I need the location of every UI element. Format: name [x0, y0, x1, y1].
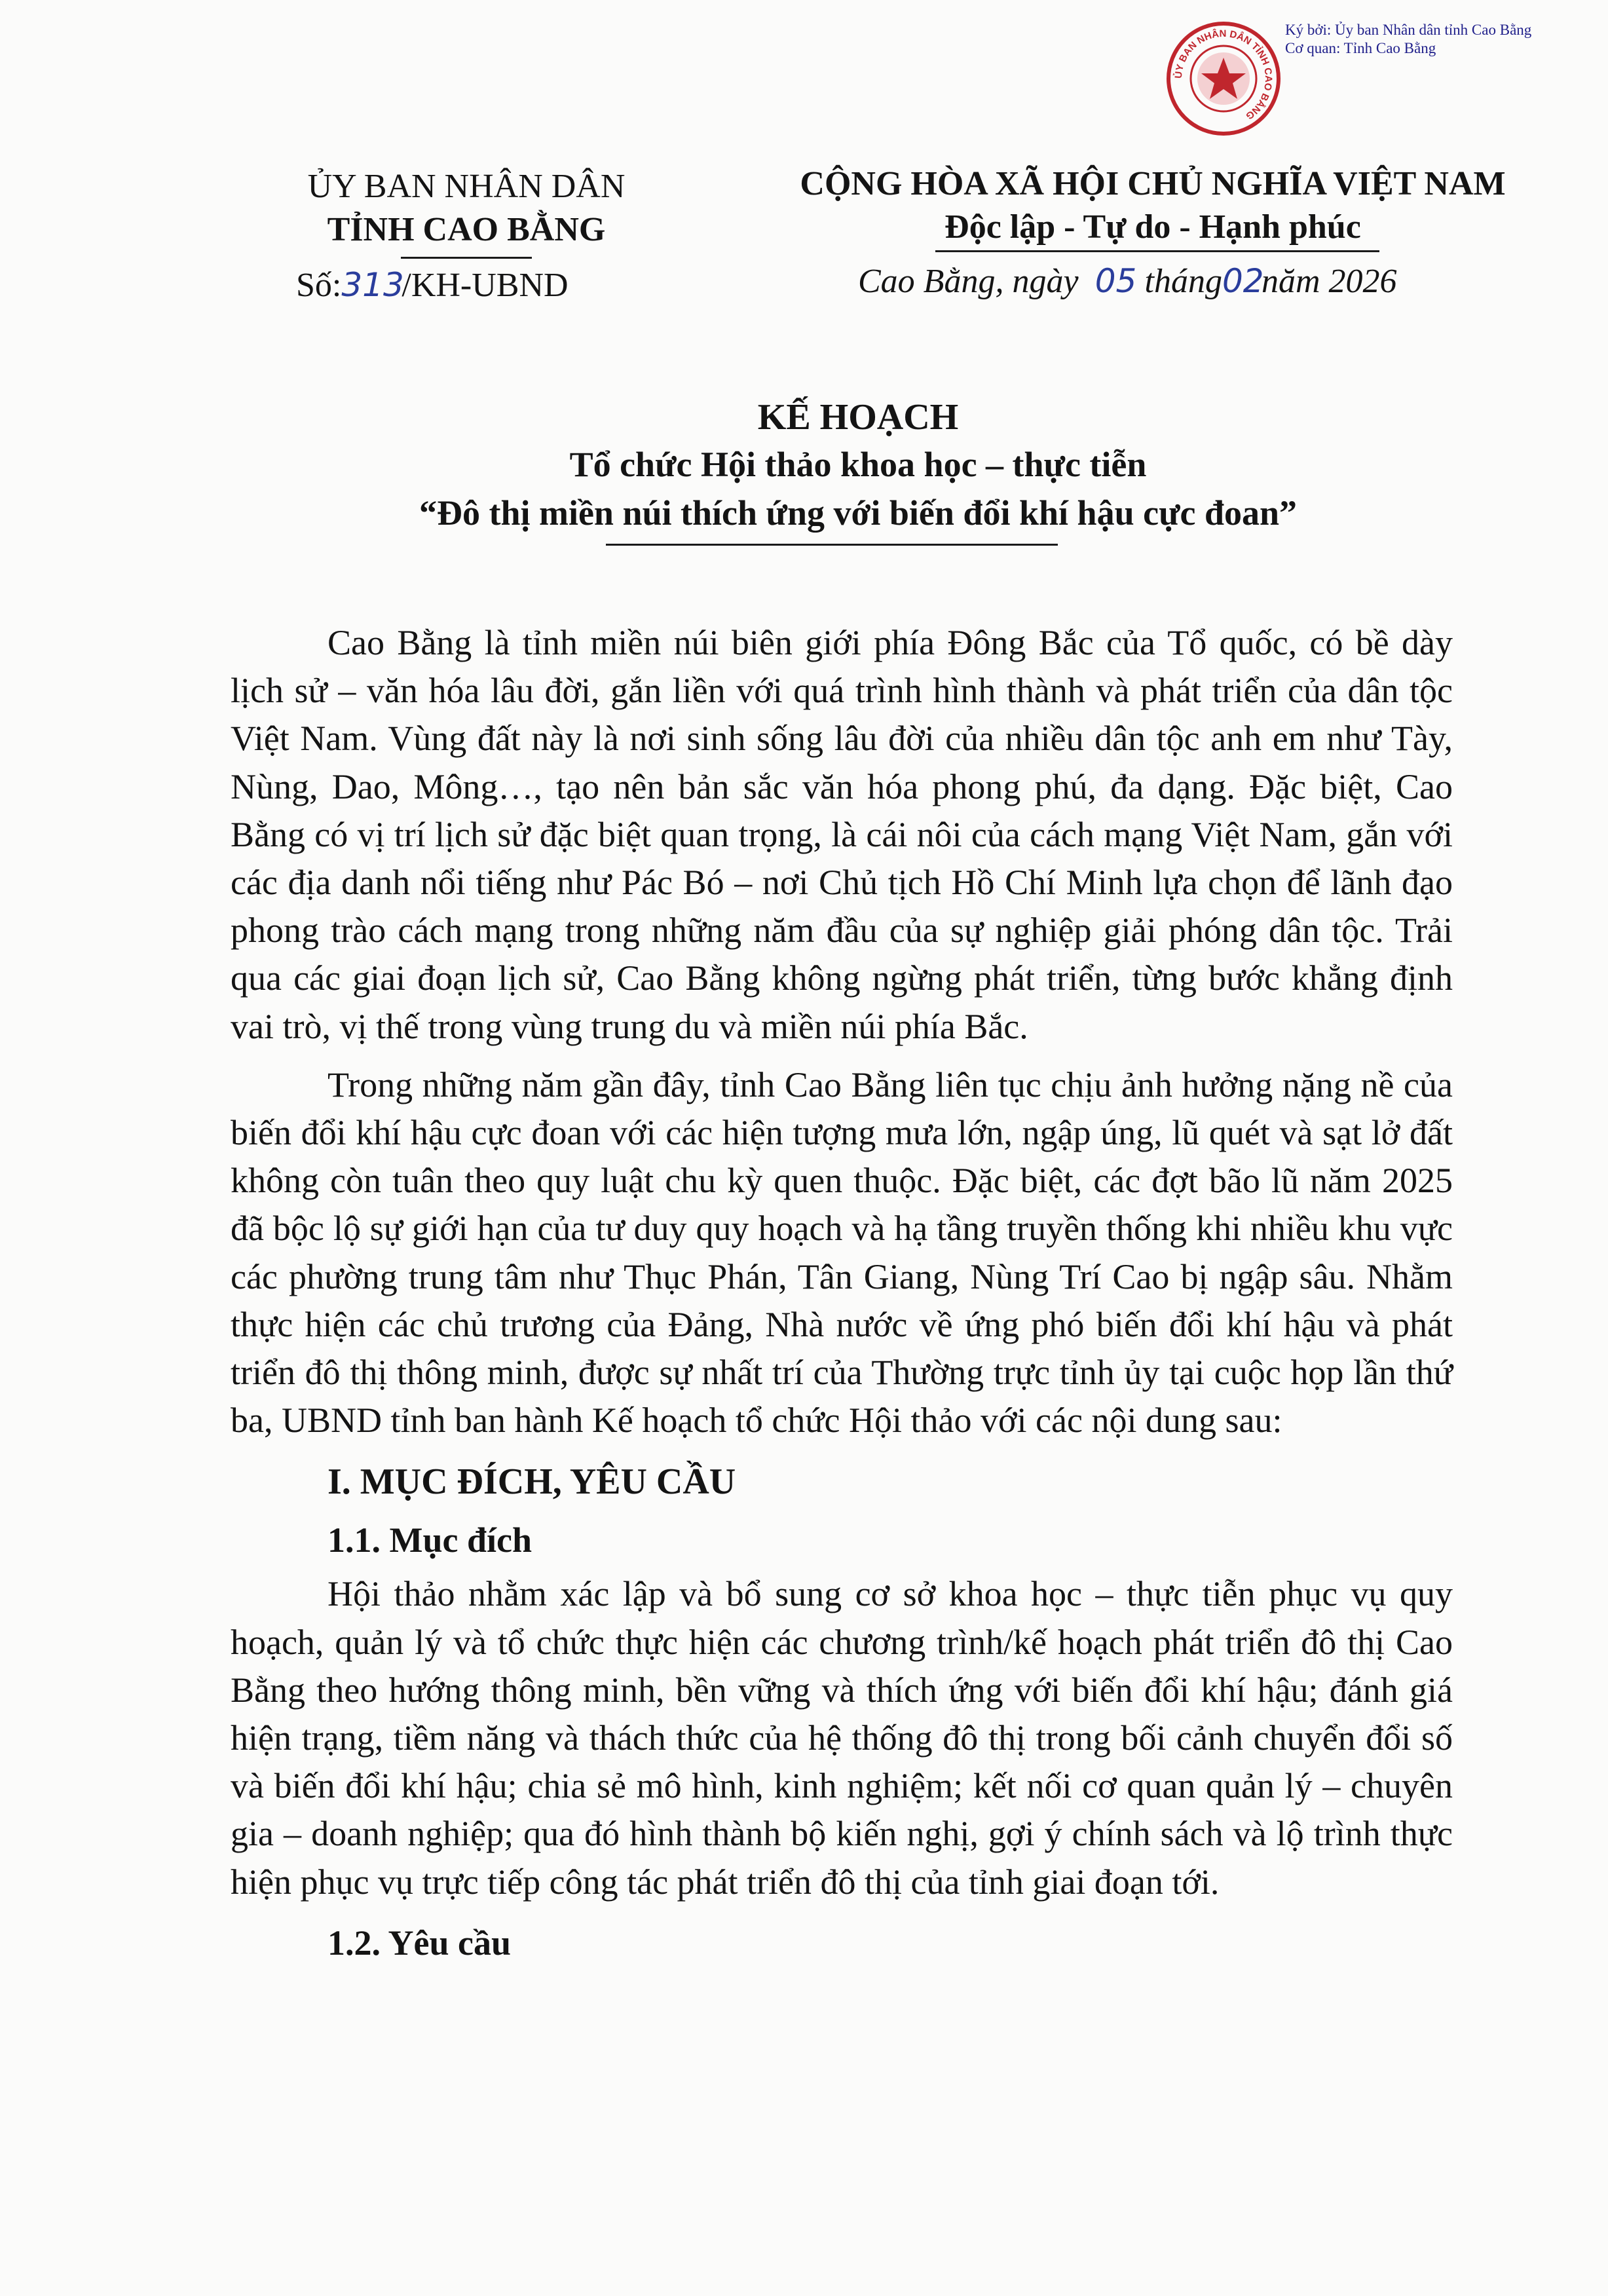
document-number [296, 263, 569, 307]
date-year: năm 2026 [1261, 263, 1397, 300]
purpose-paragraph: Hội thảo nhằm xác lập và bổ sung cơ sở khoa học – thực tiễn phục vụ quy hoạch, quản lý và tổ chức thực hiện các chương trình/kế hoạch phát triển đô thị Cao Bằng theo hướng thông minh, bền vững và thích ứng với biến đổi khí hậu; đánh giá hiện trạng, tiềm năng và thách thức của hệ thống đô thị trong bối cảnh chuyển đổi số và biến đổi khí hậu; chia sẻ mô hình, kinh nghiệm; kết nối cơ quan quản lý – chuyên gia – doanh nghiệp; qua đó hình thành bộ kiến nghị, gợi ý chính sách và lộ trình thực hiện phục vụ trực tiếp công tác phát triển đô thị của tỉnh giai đoạn tới. [231, 1574, 1453, 1902]
seal-text: ỦY BAN NHÂN DÂN TỈNH CAO BẰNG [1172, 28, 1275, 122]
agency-line2: TỈNH CAO BẰNG [327, 211, 606, 248]
subsection-heading-1-2: 1.2. Yêu cầu [327, 1923, 511, 1963]
intro-paragraph: Cao Bằng là tỉnh miền núi biên giới phía Đông Bắc của Tổ quốc, có bề dày lịch sử – văn hóa lâu đời, gắn liền với quá trình hình thành và phát triển của dân tộc Việt Nam. Vùng đất này là nơi sinh sống lâu đời của nhiều dân tộc anh em như Tày, Nùng, Dao, Mông…, tạo nên bản sắc văn hóa phong phú, đa dạng. Đặc biệt, Cao Bằng có vị trí lịch sử đặc biệt quan trọng, là cái nôi của cách mạng Việt Nam, gắn với các địa danh nổi tiếng như Pác Bó – nơi Chủ tịch Hồ Chí Minh lựa chọn để lãnh đạo phong trào cách mạng trong những năm đầu của sự nghiệp giải phóng dân tộc. Trải qua các giai đoạn lịch sử, Cao Bằng không ngừng phát triển, từng bước khẳng định vai trò, vị thế trong vùng trung du và miền núi phía Bắc. [231, 623, 1453, 1046]
date-day: 05 [1094, 262, 1137, 300]
official-seal [1165, 20, 1282, 138]
date-prefix: Cao Bằng, ngày [858, 263, 1079, 300]
signature-info [1285, 21, 1531, 58]
document-topic: “Đô thị miền núi thích ứng với biến đổi khí hậu cực đoan” [419, 493, 1298, 533]
agency-underline [401, 257, 532, 259]
title-underline [606, 544, 1058, 546]
date-month: 02 [1222, 262, 1264, 300]
signature-agency: Cơ quan: Tỉnh Cao Bằng [1285, 40, 1436, 56]
date-month-word: tháng [1144, 263, 1222, 300]
document-body [231, 619, 1453, 1973]
context-paragraph: Trong những năm gần đây, tỉnh Cao Bằng liên tục chịu ảnh hưởng nặng nề của biến đổi khí hậu cực đoan với các hiện tượng mưa lớn, ngập úng, lũ quét và sạt lở đất không còn tuân theo quy luật chu kỳ quen thuộc. Đặc biệt, các đợt bão lũ năm 2025 đã bộc lộ sự giới hạn của tư duy quy hoạch và hạ tầng truyền thống khi nhiều khu vực các phường trung tâm như Thục Phán, Tân Giang, Nùng Trí Cao bị ngập sâu. Nhằm thực hiện các chủ trương của Đảng, Nhà nước về ứng phó biến đổi khí hậu và phát triển đô thị thông minh, được sự nhất trí của Thường trực tỉnh ủy tại cuộc họp lần thứ ba, UBND tỉnh ban hành Kế hoạch tổ chức Hội thảo với các nội dung sau: [231, 1064, 1453, 1440]
document-subject: Tổ chức Hội thảo khoa học – thực tiễn [569, 445, 1147, 484]
number-prefix: Số: [296, 267, 342, 304]
motto-underline [935, 250, 1379, 252]
section-heading-1: I. MỤC ĐÍCH, YÊU CẦU [327, 1461, 736, 1503]
number-value: 313 [341, 266, 404, 304]
subsection-heading-1-1: 1.1. Mục đích [327, 1520, 533, 1560]
document-type: KẾ HOẠCH [757, 397, 959, 438]
document-date [858, 259, 1397, 303]
national-motto: Độc lập - Tự do - Hạnh phúc [944, 208, 1361, 246]
issuing-agency [263, 165, 669, 252]
agency-line1: ỦY BAN NHÂN DÂN [307, 168, 626, 205]
signature-signer: Ký bởi: Ủy ban Nhân dân tỉnh Cao Bằng [1285, 22, 1532, 38]
national-title: CỘNG HÒA XÃ HỘI CHỦ NGHĨA VIỆT NAM [800, 165, 1506, 202]
number-suffix: /KH-UBND [402, 267, 569, 304]
